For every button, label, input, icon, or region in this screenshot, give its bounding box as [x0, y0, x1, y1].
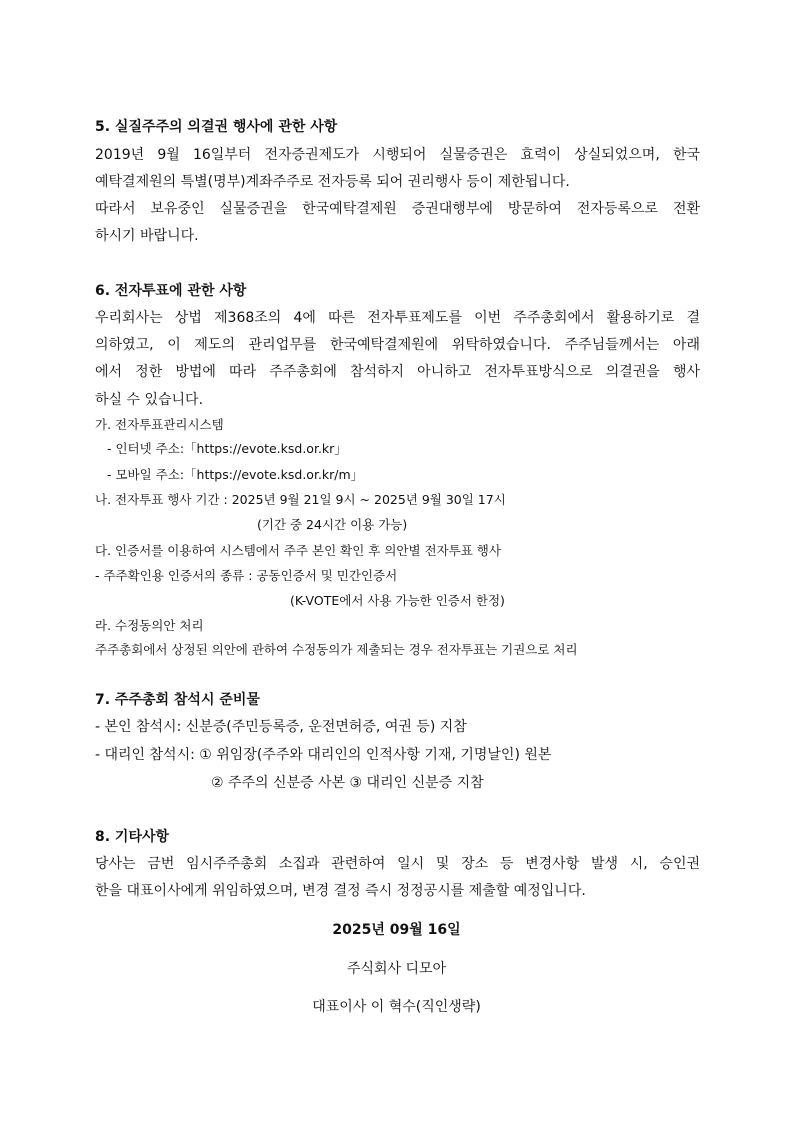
- section6-line-3: 에서 정한 방법에 따라 주주총회에 참석하지 아니하고 전자투표방식으로 의결권을 행사: [95, 364, 700, 380]
- section6-line-2: 의하였고, 이 제도의 관리업무를 한국예탁결제원에 위탁하였습니다. 주주님들께서는 아래: [95, 337, 700, 353]
- evote-period-note: (기간 중 24시간 이용 가능): [257, 517, 408, 532]
- ceo-signature: 대표이사 이 혁수(직인생략): [312, 999, 481, 1015]
- cert-types: - 주주확인용 인증서의 종류 : 공동인증서 및 민간인증서: [95, 568, 398, 583]
- self-attendance-items: - 본인 참석시: 신분증(주민등록증, 운전면허증, 여권 등) 지참: [95, 719, 467, 735]
- section6-heading: 6. 전자투표에 관한 사항: [95, 283, 247, 299]
- evote-procedure: 다. 인증서를 이용하여 시스템에서 주주 본인 확인 후 의안별 전자투표 행사: [95, 543, 501, 558]
- section8-heading: 8. 기타사항: [95, 829, 170, 845]
- section6-line-1: 우리회사는 상법 제368조의 4에 따른 전자투표제도를 이번 주주총회에서 활용하기로 결: [95, 310, 700, 326]
- internet-address: - 인터넷 주소:「https://evote.ksd.or.kr」: [107, 441, 347, 456]
- section5-heading: 5. 실질주주의 의결권 행사에 관한 사항: [95, 119, 338, 135]
- section5-line-1: 2019년 9월 16일부터 전자증권제도가 시행되어 실물증권은 효력이 상실되었으며, 한국: [95, 147, 700, 163]
- section7-heading: 7. 주주총회 참석시 준비물: [95, 692, 260, 708]
- mobile-address: - 모바일 주소:「https://evote.ksd.or.kr/m」: [107, 467, 364, 482]
- section5-line-4: 하시기 바랍니다.: [95, 228, 199, 244]
- evote-system-title: 가. 전자투표관리시스템: [95, 417, 224, 432]
- amendment-title: 라. 수정동의안 처리: [95, 618, 204, 633]
- section6-line-4: 하실 수 있습니다.: [95, 392, 204, 408]
- section8-line-1: 당사는 금번 임시주주총회 소집과 관련하여 일시 및 장소 등 변경사항 발생 시, 승인권: [95, 856, 700, 872]
- cert-note: (K-VOTE에서 사용 가능한 인증서 한정): [290, 593, 505, 608]
- notice-date: 2025년 09월 16일: [332, 922, 461, 938]
- evote-period: 나. 전자투표 행사 기간 : 2025년 9월 21일 9시 ~ 2025년 9월 30일 17시: [95, 492, 506, 507]
- section5-line-2: 예탁결제원의 특별(명부)계좌주주로 전자등록 되어 권리행사 등이 제한됩니다.: [95, 174, 570, 190]
- section8-line-2: 한을 대표이사에게 위임하였으며, 변경 결정 즉시 정정공시를 제출할 예정입니다.: [95, 883, 586, 899]
- proxy-attendance-items: - 대리인 참석시: ① 위임장(주주와 대리인의 인적사항 기재, 기명날인) 원본: [95, 747, 552, 763]
- amendment-text: 주주총회에서 상정된 의안에 관하여 수정동의가 제출되는 경우 전자투표는 기권으로 처리: [95, 642, 578, 657]
- company-name: 주식회사 디모아: [346, 961, 447, 977]
- section5-line-3: 따라서 보유중인 실물증권을 한국예탁결제원 증권대행부에 방문하여 전자등록으로 전환: [95, 201, 700, 217]
- proxy-attendance-items-2: ② 주주의 신분증 사본 ③ 대리인 신분증 지참: [211, 775, 484, 791]
